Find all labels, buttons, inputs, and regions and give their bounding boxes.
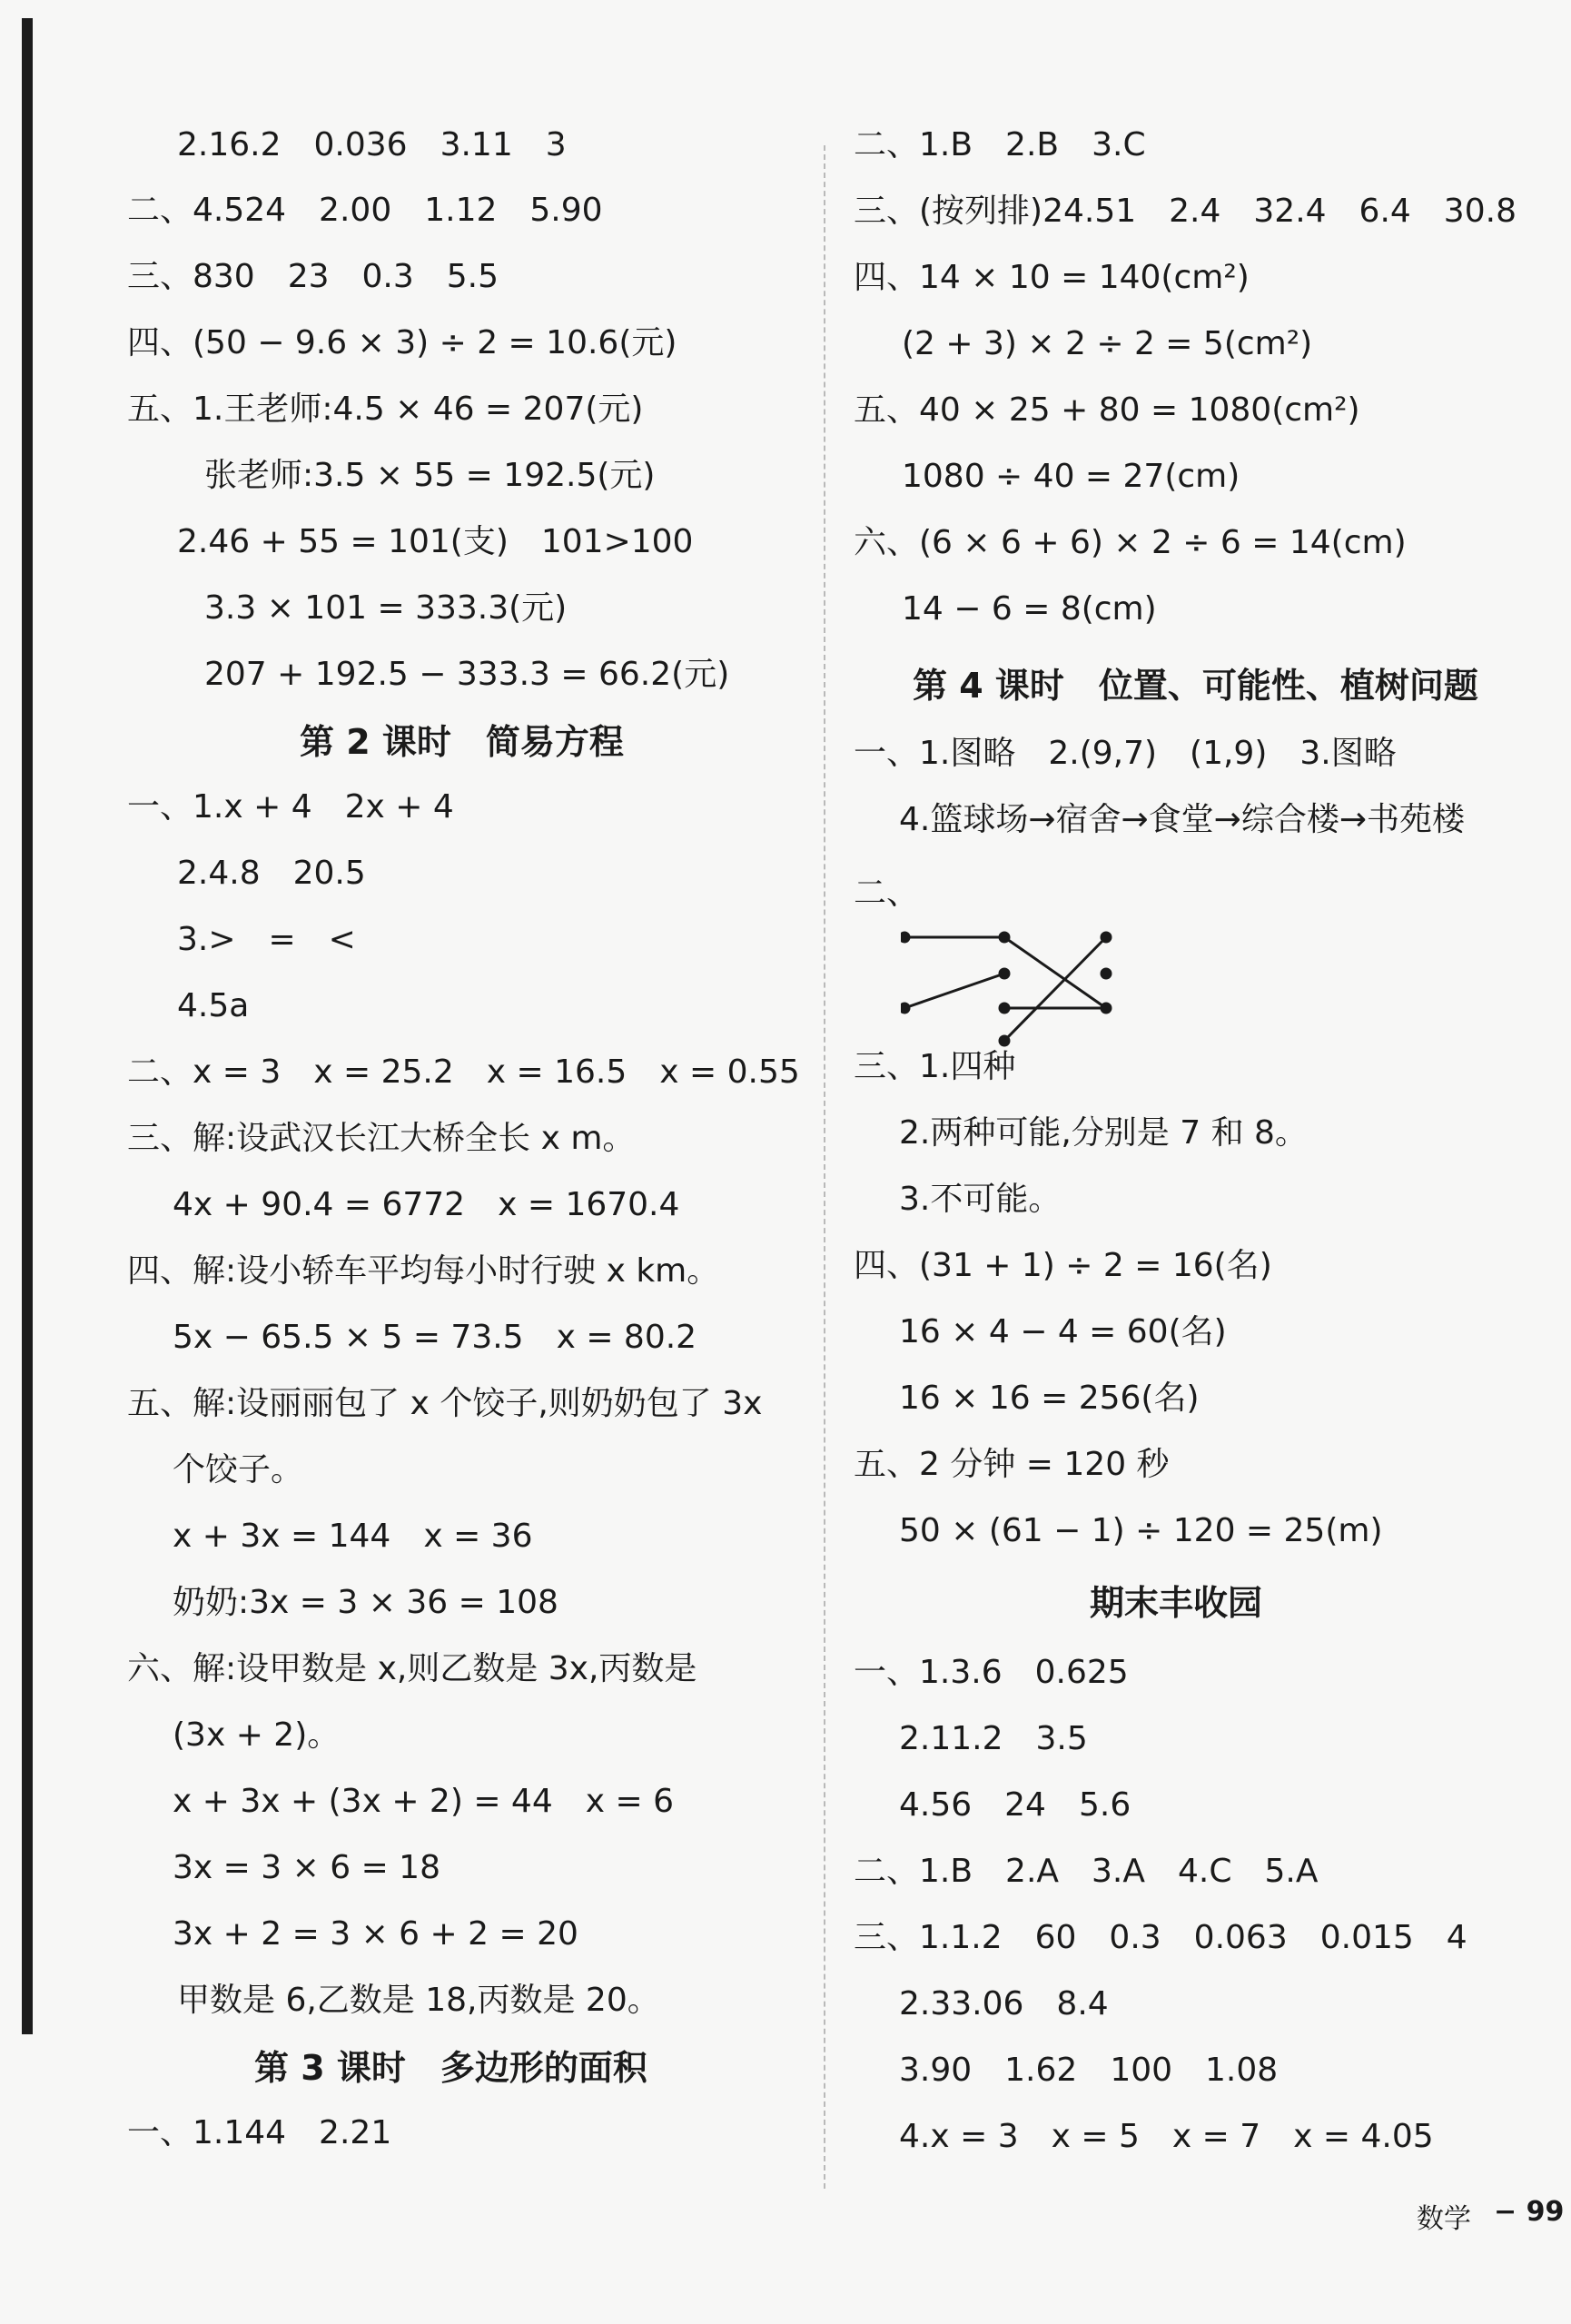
answer-line: 4.x = 3 x = 5 x = 7 x = 4.05	[899, 2118, 1434, 2155]
answer-line: 甲数是 6,乙数是 18,丙数是 20。	[177, 1982, 660, 2019]
answer-line: 二、x = 3 x = 25.2 x = 16.5 x = 0.55	[127, 1053, 800, 1091]
section-heading: 第 2 课时 简易方程	[300, 722, 624, 762]
answer-line: 4.56 24 5.6	[899, 1786, 1131, 1824]
answer-line: 2.11.2 3.5	[899, 1720, 1088, 1757]
answer-line: 三、1.四种	[854, 1048, 1016, 1085]
answer-line: 三、(按列排)24.51 2.4 32.4 6.4 30.8	[854, 193, 1517, 230]
answer-line: (3x + 2)。	[173, 1716, 341, 1754]
footer-subject: 数学	[1417, 2203, 1471, 2235]
answer-line: 张老师:3.5 × 55 = 192.5(元)	[204, 457, 656, 494]
answer-line: 奶奶:3x = 3 × 36 = 108	[173, 1584, 558, 1621]
answer-line: (2 + 3) × 2 ÷ 2 = 5(cm²)	[902, 325, 1313, 362]
answer-line: 2.两种可能,分别是 7 和 8。	[899, 1114, 1308, 1152]
answer-line: 2.46 + 55 = 101(支) 101>100	[177, 523, 694, 560]
answer-line: 207 + 192.5 − 333.3 = 66.2(元)	[204, 656, 730, 693]
answer-line: 3.3 × 101 = 333.3(元)	[204, 589, 568, 627]
answer-line: 1080 ÷ 40 = 27(cm)	[902, 458, 1240, 495]
answer-line: 一、1.144 2.21	[127, 2114, 392, 2151]
answer-line: 四、14 × 10 = 140(cm²)	[854, 259, 1250, 296]
answer-line: 3.不可能。	[899, 1181, 1062, 1218]
answer-line: 14 − 6 = 8(cm)	[902, 590, 1157, 628]
answer-line: 四、解:设小轿车平均每小时行驶 x km。	[127, 1252, 720, 1290]
answer-line: 五、2 分钟 = 120 秒	[854, 1446, 1170, 1483]
answer-line: 3x = 3 × 6 = 18	[173, 1849, 440, 1886]
answer-line: 三、1.1.2 60 0.3 0.063 0.015 4	[854, 1919, 1467, 1956]
answer-line: 一、1.图略 2.(9,7) (1,9) 3.图略	[854, 735, 1397, 772]
answer-line: 4x + 90.4 = 6772 x = 1670.4	[173, 1186, 680, 1223]
answer-line: 2.16.2 0.036 3.11 3	[177, 126, 567, 163]
answer-line: 一、1.3.6 0.625	[854, 1654, 1129, 1691]
answer-line: 三、解:设武汉长江大桥全长 x m。	[127, 1120, 636, 1157]
answer-line: 五、解:设丽丽包了 x 个饺子,则奶奶包了 3x	[127, 1385, 763, 1422]
answer-line: 16 × 16 = 256(名)	[899, 1380, 1200, 1417]
answer-line: 五、40 × 25 + 80 = 1080(cm²)	[854, 391, 1360, 429]
answer-line: 三、830 23 0.3 5.5	[127, 258, 499, 295]
answer-line: 二、	[854, 875, 920, 912]
answer-line: 二、4.524 2.00 1.12 5.90	[127, 192, 603, 229]
answer-line: 六、(6 × 6 + 6) × 2 ÷ 6 = 14(cm)	[854, 524, 1407, 561]
section-heading: 第 3 课时 多边形的面积	[254, 2048, 647, 2088]
matching-diagram	[901, 917, 1137, 1053]
answer-line: 六、解:设甲数是 x,则乙数是 3x,丙数是	[127, 1650, 697, 1687]
answer-line: x + 3x + (3x + 2) = 44 x = 6	[173, 1783, 674, 1820]
answer-line: 3.90 1.62 100 1.08	[899, 2052, 1279, 2089]
answer-line: 50 × (61 − 1) ÷ 120 = 25(m)	[899, 1512, 1383, 1549]
answer-line: 二、1.B 2.B 3.C	[854, 126, 1146, 163]
answer-line: 3x + 2 = 3 × 6 + 2 = 20	[173, 1915, 578, 1953]
section-heading: 期末丰收园	[1090, 1583, 1263, 1623]
answer-line: 一、1.x + 4 2x + 4	[127, 788, 454, 826]
binding-bar	[22, 18, 33, 2034]
column-divider	[824, 145, 825, 2189]
answer-line: 四、(50 − 9.6 × 3) ÷ 2 = 10.6(元)	[127, 324, 677, 361]
answer-line: 4.5a	[177, 987, 250, 1024]
section-heading: 第 4 课时 位置、可能性、植树问题	[913, 666, 1478, 706]
answer-line: 2.33.06 8.4	[899, 1985, 1109, 2022]
answer-line: 二、1.B 2.A 3.A 4.C 5.A	[854, 1853, 1319, 1890]
answer-line: 四、(31 + 1) ÷ 2 = 16(名)	[854, 1247, 1272, 1284]
answer-line: 个饺子。	[173, 1451, 304, 1488]
answer-line: 2.4.8 20.5	[177, 855, 366, 892]
answer-line: 五、1.王老师:4.5 × 46 = 207(元)	[127, 391, 644, 428]
answer-line: x + 3x = 144 x = 36	[173, 1518, 533, 1555]
answer-line: 3.> = <	[177, 921, 356, 958]
page-number: − 99	[1494, 2196, 1565, 2228]
answer-line: 16 × 4 − 4 = 60(名)	[899, 1313, 1227, 1350]
answer-line: 4.篮球场→宿舍→食堂→综合楼→书苑楼	[899, 801, 1466, 838]
answer-line: 5x − 65.5 × 5 = 73.5 x = 80.2	[173, 1319, 697, 1356]
